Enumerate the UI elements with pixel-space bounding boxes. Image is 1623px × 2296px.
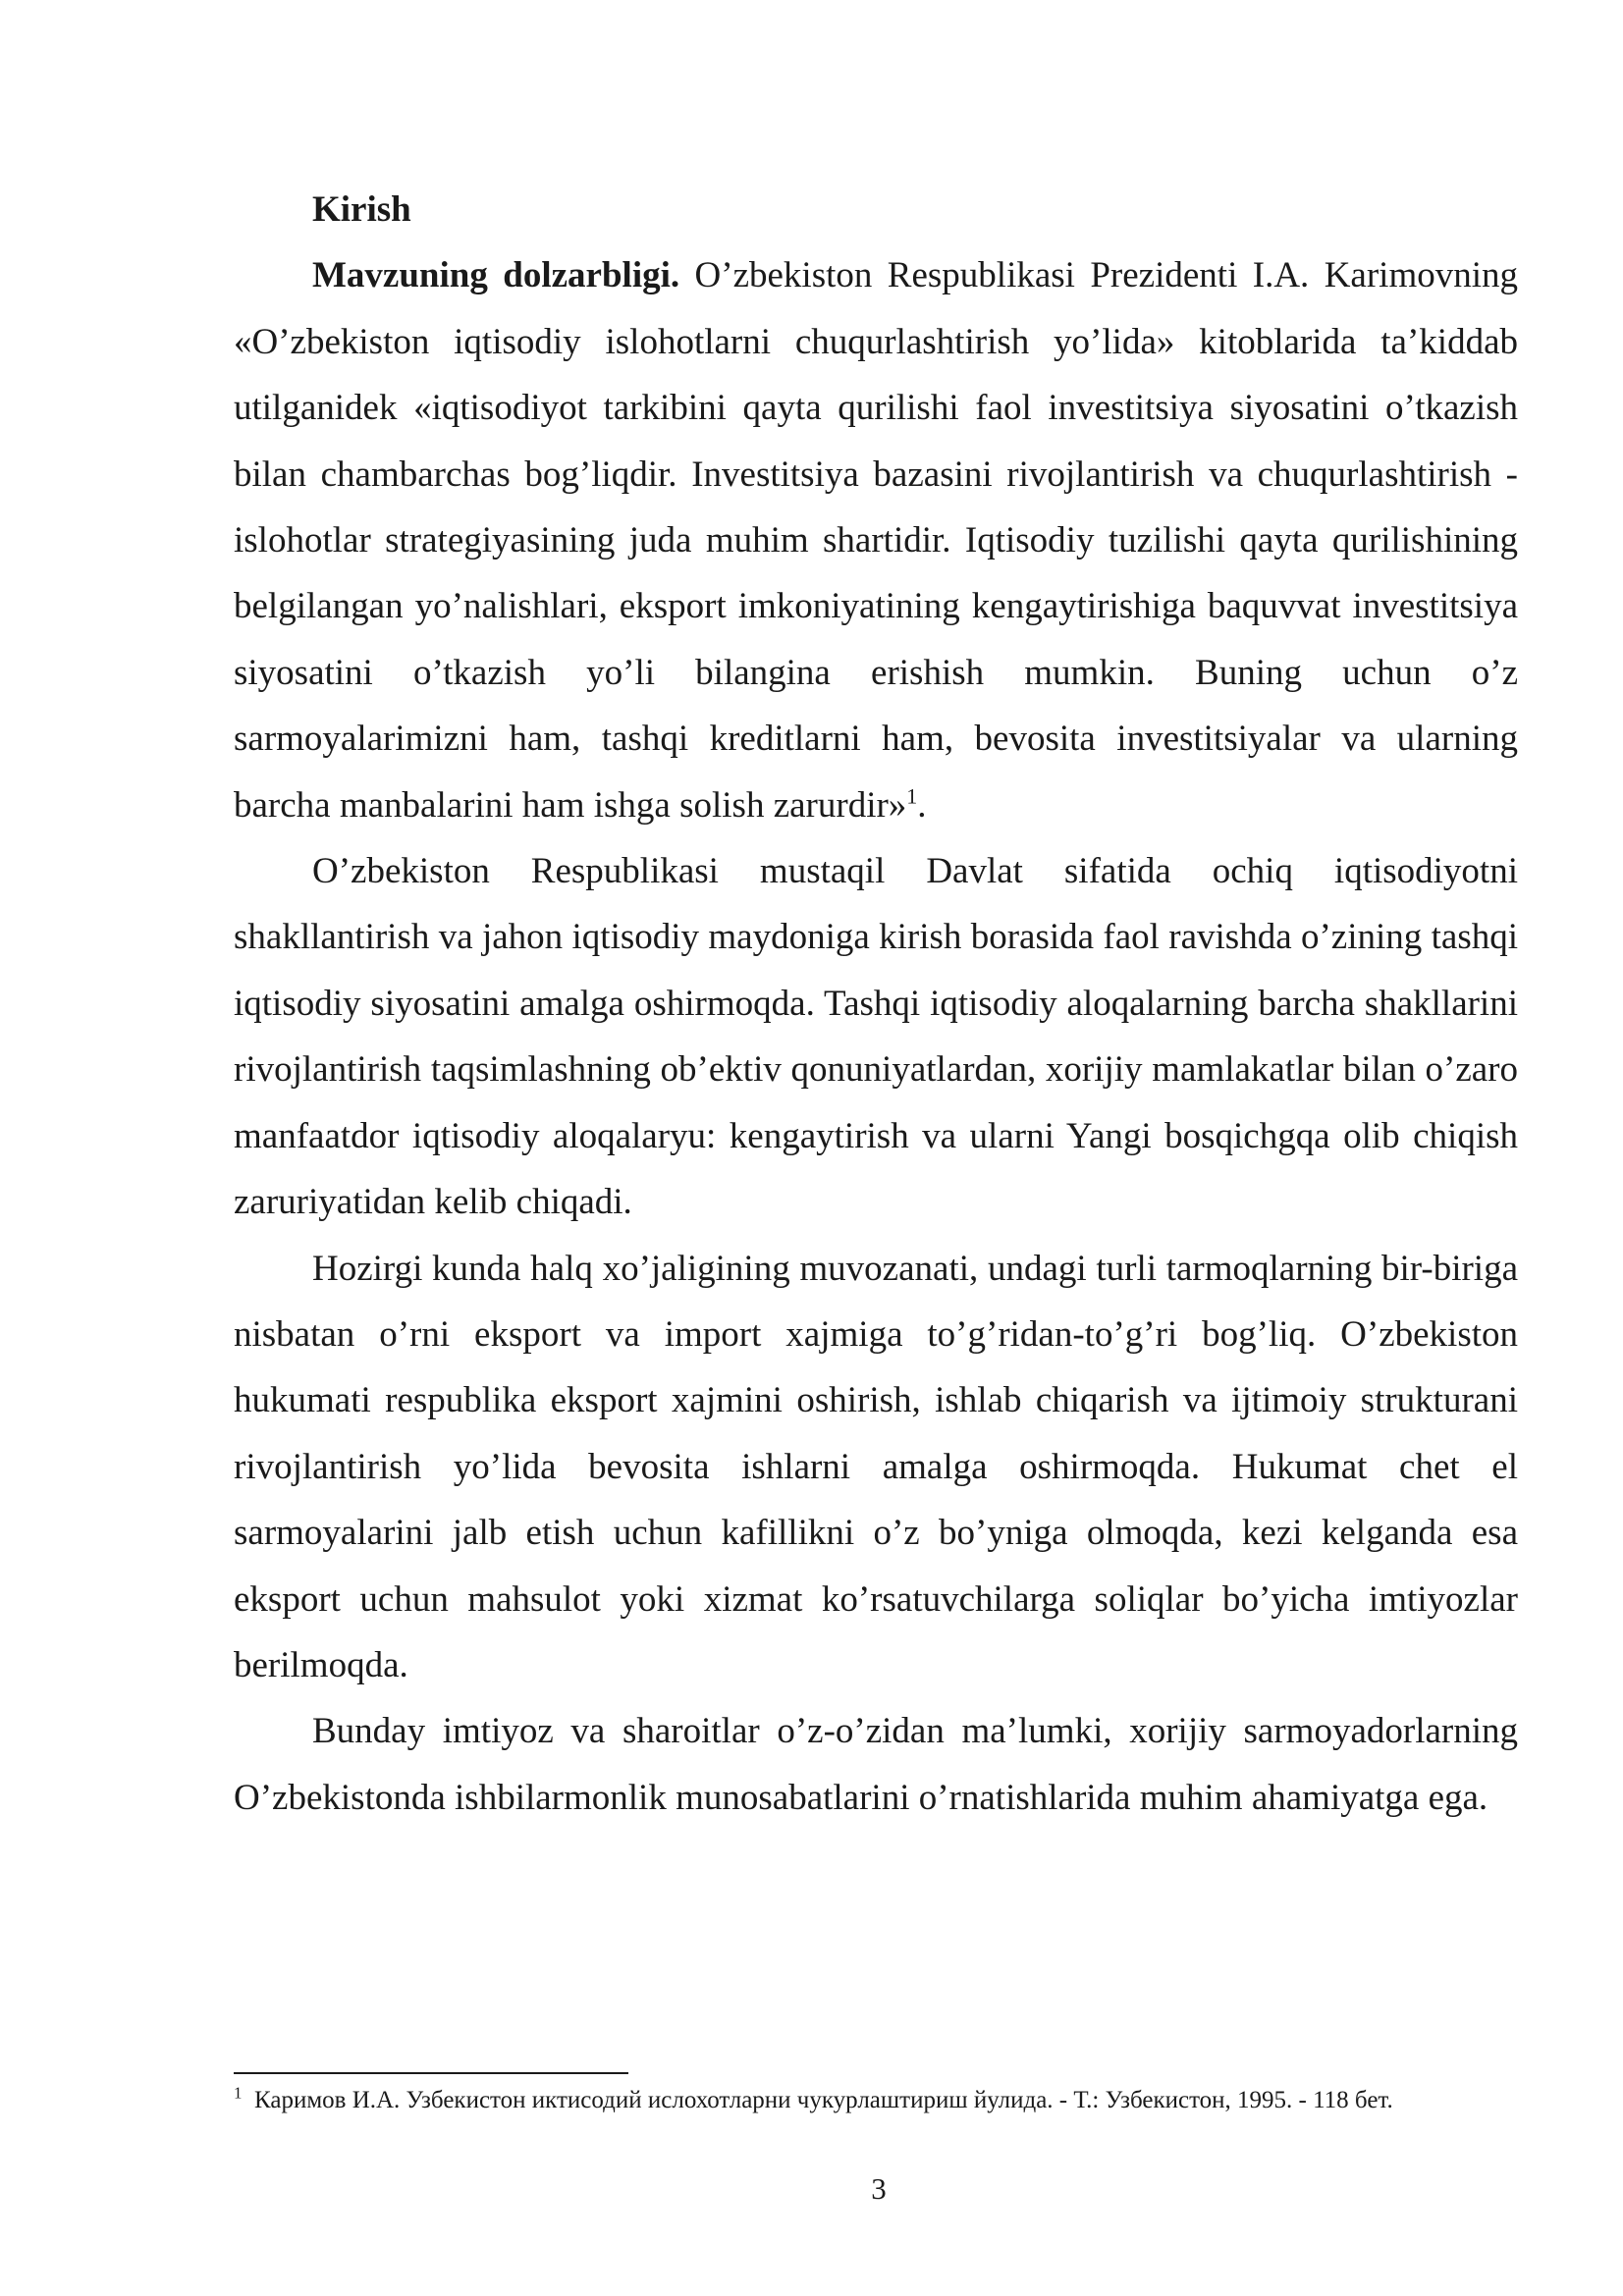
main-text <box>234 177 1518 1831</box>
footnote-separator <box>234 2072 628 2074</box>
footnote <box>234 2085 1520 2116</box>
paragraph-text: O’zbekiston Respublikasi Prezidenti I.A. Karimovning «O’zbekiston iqtisodiy islohotlarni chuqurlashtirish yo’lida» kitoblarida ta’kiddab utilganidek «iqtisodiyot tarkibini qayta qurilishi faol investitsiya siyosatini o’tkazish bilan chambarchas bog’liqdir. Investitsiya bazasini rivojlantirish va chuqurlashtirish - islohotlar strategiyasining juda muhim shartidir. Iqtisodiy tuzilishi qayta qurilishining belgilangan yo’nalishlari, eksport imkoniyatining kengaytirishiga baquvvat investitsiya siyosatini o’tkazish yo’li bilangina erishish mumkin. Buning uchun o’z sarmoyalarimizni ham, tashqi kreditlarni ham, bevosita investitsiyalar va ularning barcha manbalarini ham ishga solish zarurdir» <box>234 255 1519 826</box>
paragraph-privileges: Bunday imtiyoz va sharoitlar o’z-o’zidan ma’lumki, xorijiy sarmoyadorlarning O’zbekistonda ishbilarmonlik munosabatlarini o’rnatishlarida muhim ahamiyatga ega. <box>234 1711 1518 1818</box>
paragraph-relevance <box>234 242 1518 838</box>
paragraph-foreign-policy: O’zbekiston Respublikasi mustaqil Davlat sifatida ochiq iqtisodiyotni shakllantirish va jahon iqtisodiy maydoniga kirish borasida faol ravishda o’zining tashqi iqtisodiy siyosatini amalga oshirmoqda. Tashqi iqtisodiy aloqalarning barcha shakllarini rivojlantirish taqsimlashning ob’ektiv qonuniyatlardan, xorijiy mamlakatlar bilan o’zaro manfaatdor iqtisodiy aloqalaryu: kengaytirish va ularni Yangi bosqichgqa olib chiqish zaruriyatidan kelib chiqadi. <box>234 851 1518 1223</box>
footnote-reference[interactable]: 1 <box>906 783 918 809</box>
page-number: 3 <box>871 2171 887 2206</box>
footnote-marker: 1 <box>234 2083 243 2103</box>
footnote-text: Каримов И.А. Узбекистон иктисодий ислохотларни чукурлаштириш йулида. - Т.: Узбекистон, 1995. - 118 бет. <box>254 2087 1393 2113</box>
paragraph-export-import: Hozirgi kunda halq xo’jaligining muvozanati, undagi turli tarmoqlarning bir-biriga nisbatan o’rni eksport va import xajmiga to’g’ridan-to’g’ri bog’liq. O’zbekiston hukumati respublika eksport xajmini oshirish, ishlab chiqarish va ijtimoiy strukturani rivojlantirish yo’lida bevosita ishlarni amalga oshirmoqda. Hukumat chet el sarmoyalarini jalb etish uchun kafillikni o’z bo’yniga olmoqda, kezi kelganda esa eksport uchun mahsulot yoki xizmat ko’rsatuvchilarga soliqlar bo’yicha imtiyozlar berilmoqda. <box>234 1248 1518 1685</box>
paragraph-tail: . <box>917 784 927 826</box>
paragraph-lead: Mavzuning dolzarbligi. <box>312 255 680 296</box>
section-heading: Kirish <box>312 189 411 230</box>
